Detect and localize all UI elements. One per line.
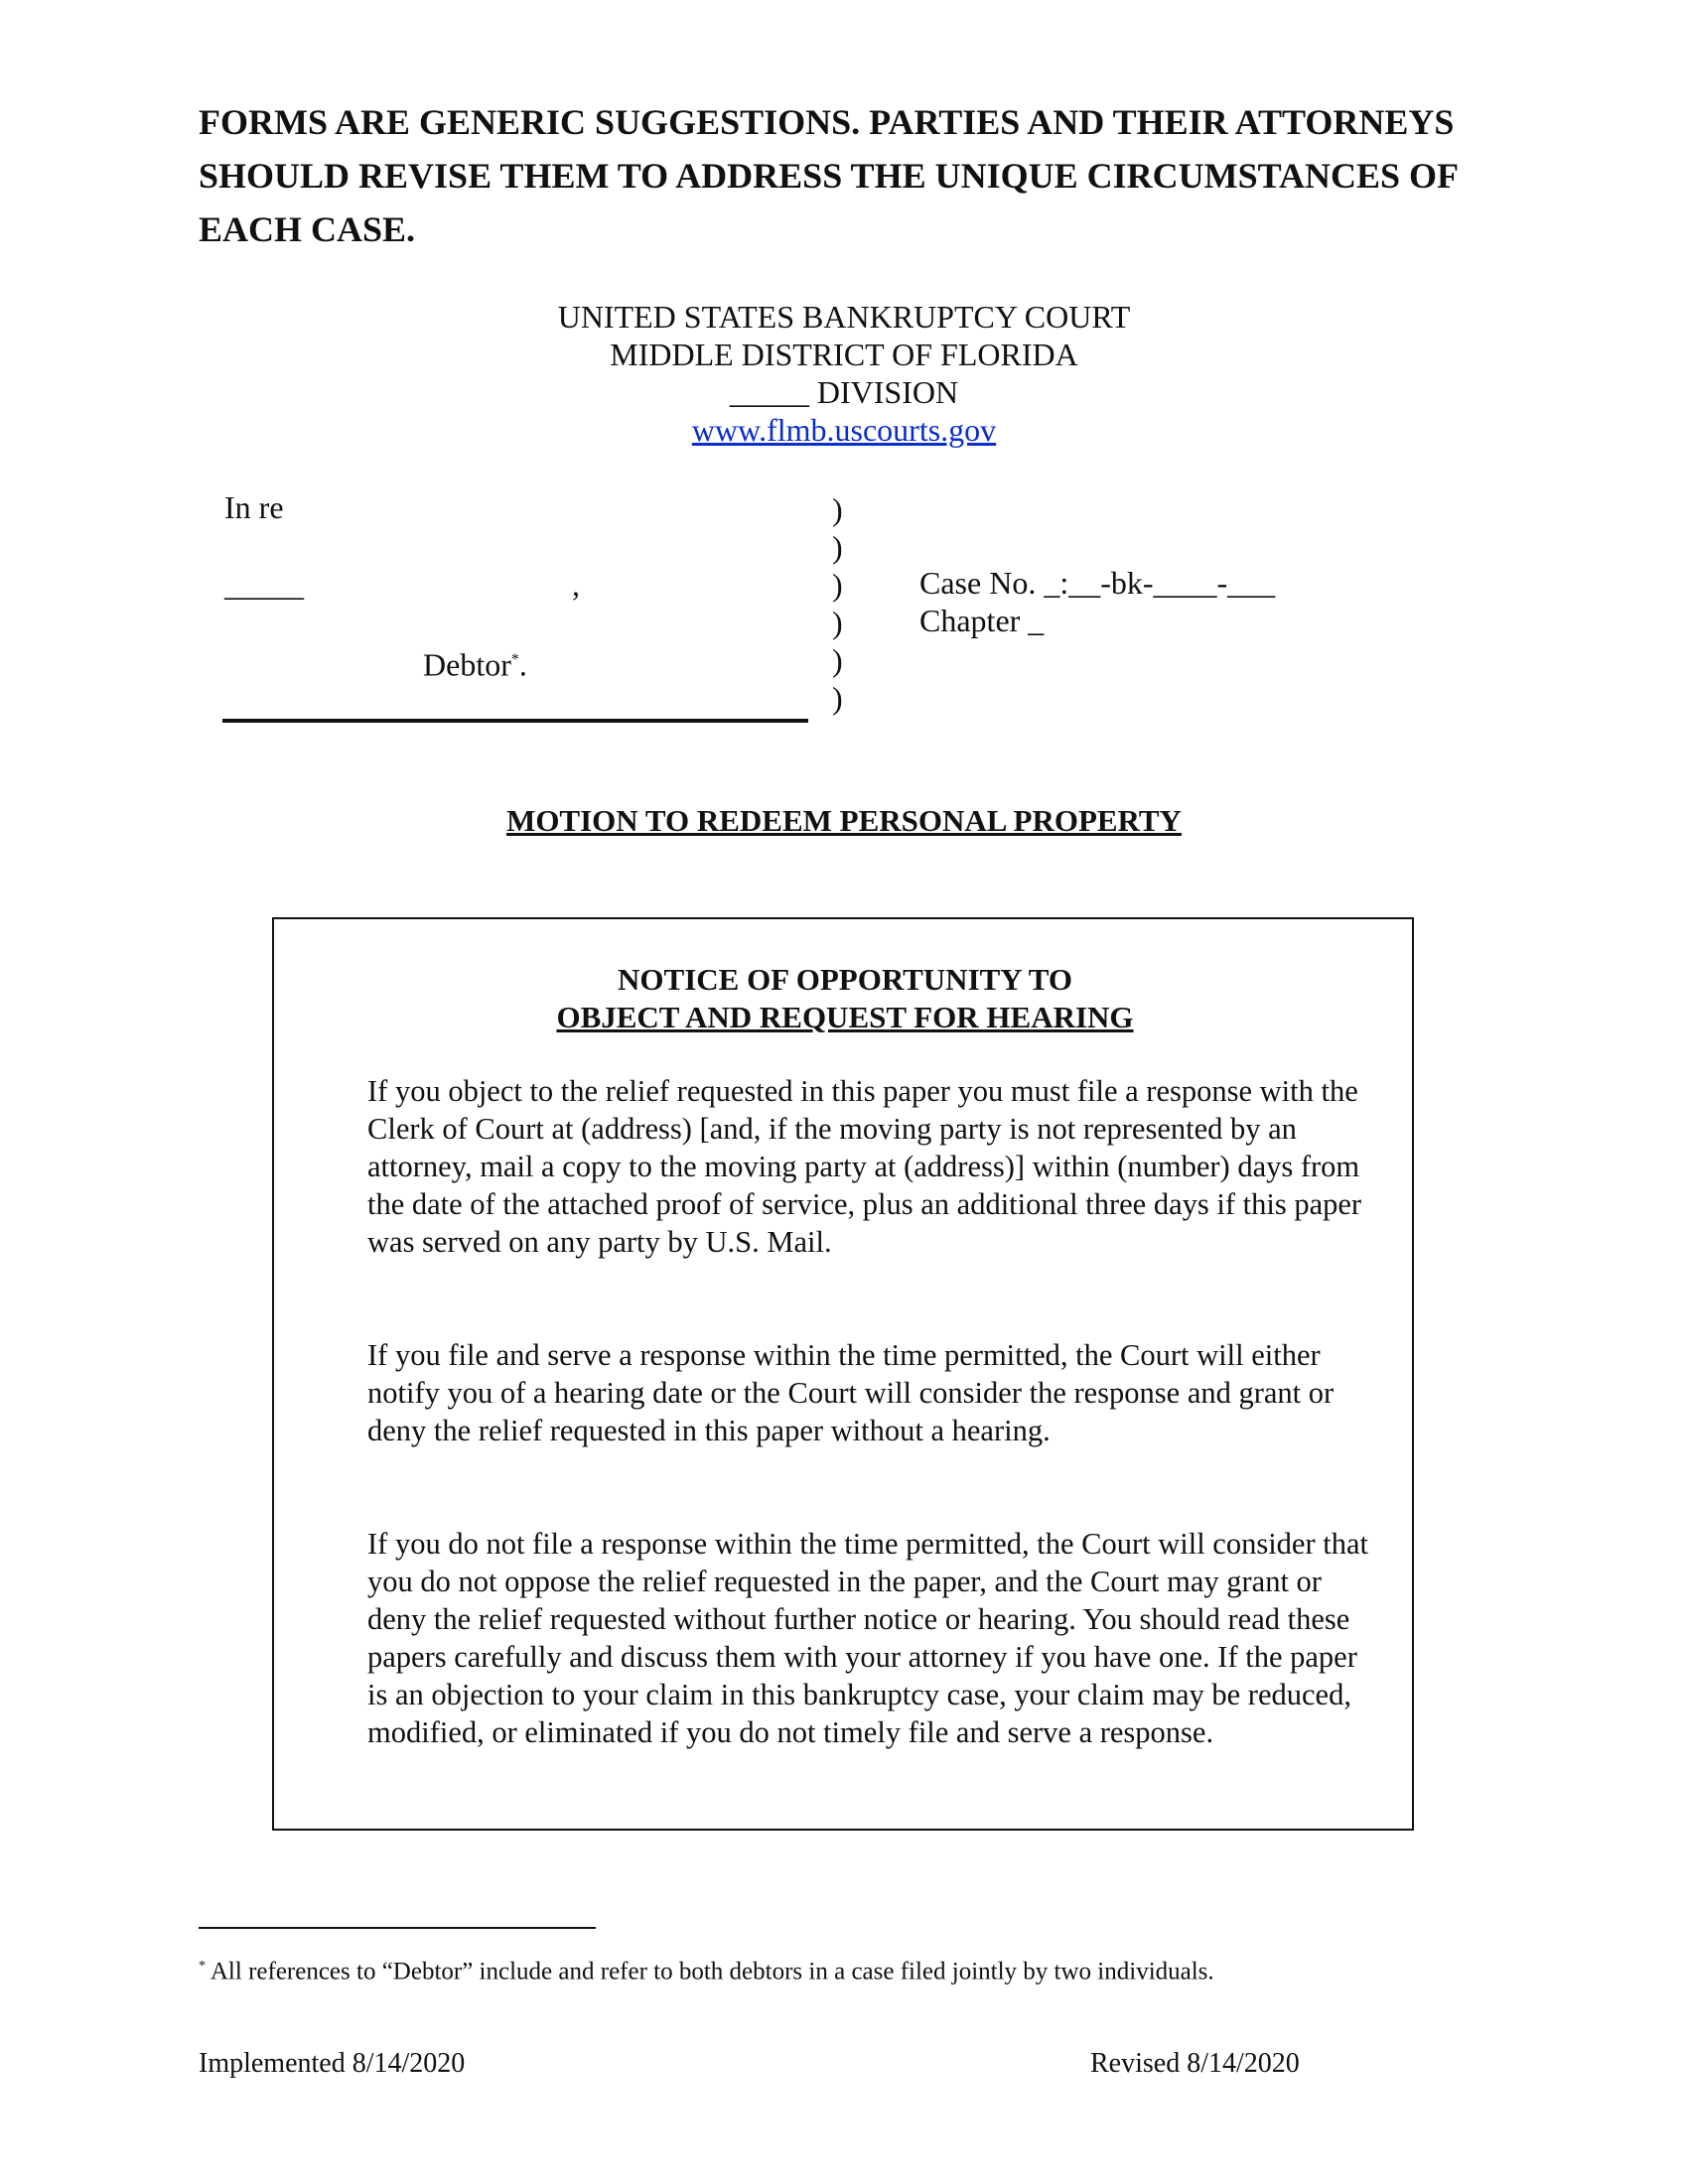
debtor-name-blank: _____ — [224, 567, 304, 603]
chapter-number: Chapter _ — [919, 603, 1045, 638]
implemented-date: Implemented 8/14/2020 — [199, 2048, 466, 2079]
caption-paren: ) — [832, 491, 843, 527]
revised-date: Revised 8/14/2020 — [1090, 2048, 1300, 2079]
court-website-line — [0, 411, 1688, 449]
court-division: _____ DIVISION — [729, 374, 959, 410]
debtor-name-comma: , — [572, 567, 580, 603]
in-re-label: In re — [224, 489, 284, 525]
footnote — [199, 1952, 1214, 1986]
caption-paren: ) — [832, 605, 843, 640]
motion-title: MOTION TO REDEEM PERSONAL PROPERTY — [506, 803, 1182, 838]
caption-paren: ) — [832, 680, 843, 716]
notice-paragraph: If you object to the relief requested in this paper you must file a response with the Clerk of Court at (address) [and, if the moving party is not represented by an attorney, mail a copy to the moving party at (address)] within (number) days from the date of the attached proof of service, plus an additional three days if this paper was served on any party by U.S. Mail. — [367, 1074, 1362, 1259]
notice-heading-line1: NOTICE OF OPPORTUNITY TO — [618, 962, 1072, 997]
case-number: Case No. _:__-bk-____-___ — [919, 565, 1276, 601]
caption-divider — [222, 719, 808, 723]
notice-paragraph: If you file and serve a response within the time permitted, the Court will either notify you of a hearing date or the Court will consider the response and grant or deny the relief requested in this paper without a hearing. — [367, 1338, 1335, 1447]
court-website-link[interactable]: www.flmb.uscourts.gov — [691, 412, 997, 448]
caption-paren: ) — [832, 567, 843, 603]
footnote-divider — [199, 1927, 596, 1929]
footnote-text: All references to “Debtor” include and refer to both debtors in a case filed jointly by two individuals. — [206, 1958, 1214, 1985]
debtor-label-period: . — [518, 646, 527, 683]
disclaimer-banner: FORMS ARE GENERIC SUGGESTIONS. PARTIES AND THEIR ATTORNEYS SHOULD REVISE THEM TO ADDRESS THE UNIQUE CIRCUMSTANCES OF EACH CASE. — [199, 102, 1458, 249]
court-district: MIDDLE DISTRICT OF FLORIDA — [610, 337, 1078, 372]
caption-paren: ) — [832, 642, 843, 678]
notice-box — [272, 917, 1414, 1831]
notice-heading-line2: OBJECT AND REQUEST FOR HEARING — [556, 1000, 1134, 1034]
footnote-mark: * — [199, 1959, 206, 1974]
court-name: UNITED STATES BANKRUPTCY COURT — [557, 299, 1131, 335]
debtor-footnote-mark: * — [510, 651, 519, 668]
caption-paren: ) — [832, 529, 843, 565]
debtor-label-text: Debtor — [423, 646, 511, 683]
notice-paragraph: If you do not file a response within the time permitted, the Court will consider that you do not oppose the relief requested in the paper, and the Court may grant or deny the relief requested without further notice or hearing. You should read these papers carefully and discuss them with your attorney if you have one. If the paper is an objection to your claim in this bankruptcy case, your claim may be reduced, modified, or eliminated if you do not timely file and serve a response. — [367, 1527, 1368, 1749]
debtor-label — [423, 641, 527, 684]
